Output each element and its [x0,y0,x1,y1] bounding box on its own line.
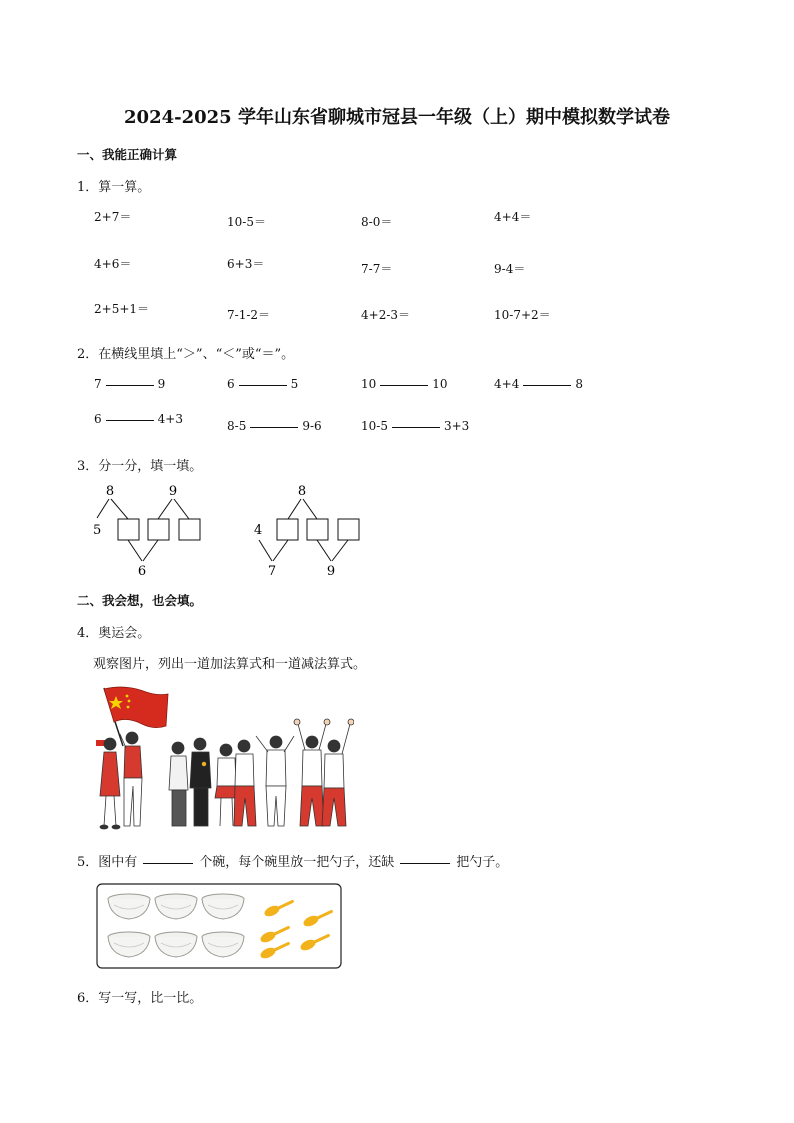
section-1-heading: 一、我能正确计算 [77,147,178,162]
compare-left: 8-5 [227,419,247,433]
compare-right: 5 [290,377,299,391]
question-1-label: 1．算一算。 [77,180,151,195]
missing-spoon-blank[interactable] [400,863,450,864]
calc-item: 4+2-3＝ [361,308,411,322]
answer-blank[interactable] [106,420,154,421]
split-number: 5 [93,523,102,538]
calc-item: 4+6＝ [94,257,132,271]
split-number: 9 [168,484,178,499]
compare-right: 4+3 [157,412,183,426]
answer-box[interactable] [179,519,200,540]
calc-item: 4+4＝ [494,210,532,224]
bowl-count-blank[interactable] [143,863,193,864]
split-number: 4 [254,523,263,538]
calc-item: 7-1-2＝ [227,308,271,322]
split-number: 6 [137,564,147,579]
person-figure [120,732,142,826]
calc-item: 2+5+1＝ [94,302,150,316]
person-figure [190,738,211,826]
compare-left: 6 [94,412,102,426]
compare-item [494,377,583,391]
compare-right: 9-6 [302,419,322,433]
person-figure [234,740,256,826]
compare-right: 3+3 [443,419,470,433]
question-3-label: 3．分一分，填一填。 [77,459,203,474]
calc-item: 2+7＝ [94,210,132,224]
person-figure [100,738,120,829]
answer-box[interactable] [118,519,139,540]
question-5-text [77,851,508,870]
page-title: 2024-2025 学年山东省聊城市冠县一年级（上）期中模拟数学试卷 [124,107,670,128]
calc-item: 7-7＝ [361,262,393,276]
bowls-spoons-image [96,883,342,969]
compare-left: 6 [227,377,235,391]
compare-item [361,377,448,391]
person-figure [322,719,354,826]
compare-item [94,377,165,391]
compare-item [361,419,469,433]
answer-blank[interactable] [250,427,298,428]
compare-right: 8 [575,377,583,391]
section-2-heading: 二、我会想，也会填。 [77,593,203,608]
split-number: 7 [267,564,277,579]
person-figure [169,742,188,826]
question-6-label: 6．写一写，比一比。 [77,991,203,1006]
answer-blank[interactable] [380,385,428,386]
question-5-after: 把勺子。 [456,855,509,870]
person-figure [256,736,294,826]
calc-item: 9-4＝ [494,262,526,276]
split-number: 9 [326,564,336,579]
answer-blank[interactable] [392,427,440,428]
question-4-label: 4．奥运会。 [77,626,151,641]
compare-right: 9 [157,377,166,391]
number-split-diagram [85,478,385,580]
compare-left: 10-5 [361,419,388,433]
compare-item [227,419,322,433]
compare-item [227,377,298,391]
answer-box[interactable] [338,519,359,540]
compare-left: 10 [361,377,377,391]
compare-item [94,412,183,426]
answer-box[interactable] [277,519,298,540]
answer-blank[interactable] [106,385,154,386]
calc-item: 10-5＝ [227,215,266,229]
question-5-middle: 个碗，每个碗里放一把勺子，还缺 [199,855,395,870]
split-number: 8 [297,484,307,499]
answer-box[interactable] [307,519,328,540]
split-lines [97,499,189,561]
calc-item: 6+3＝ [227,257,265,271]
answer-box[interactable] [148,519,169,540]
olympics-illustration [96,686,354,832]
small-flag-icon [96,740,105,746]
compare-left: 7 [94,377,102,391]
calc-item: 8-0＝ [361,215,393,229]
compare-right: 10 [432,377,448,391]
question-4-instruction: 观察图片，列出一道加法算式和一道减法算式。 [93,657,367,672]
answer-blank[interactable] [239,385,287,386]
split-lines [259,499,348,561]
split-number: 8 [105,484,115,499]
question-5-before: 5．图中有 [77,855,138,870]
answer-blank[interactable] [523,385,571,386]
compare-left: 4+4 [494,377,520,391]
calc-item: 10-7+2＝ [494,308,551,322]
question-2-label: 2．在横线里填上“＞”、“＜”或“＝”。 [77,347,295,362]
